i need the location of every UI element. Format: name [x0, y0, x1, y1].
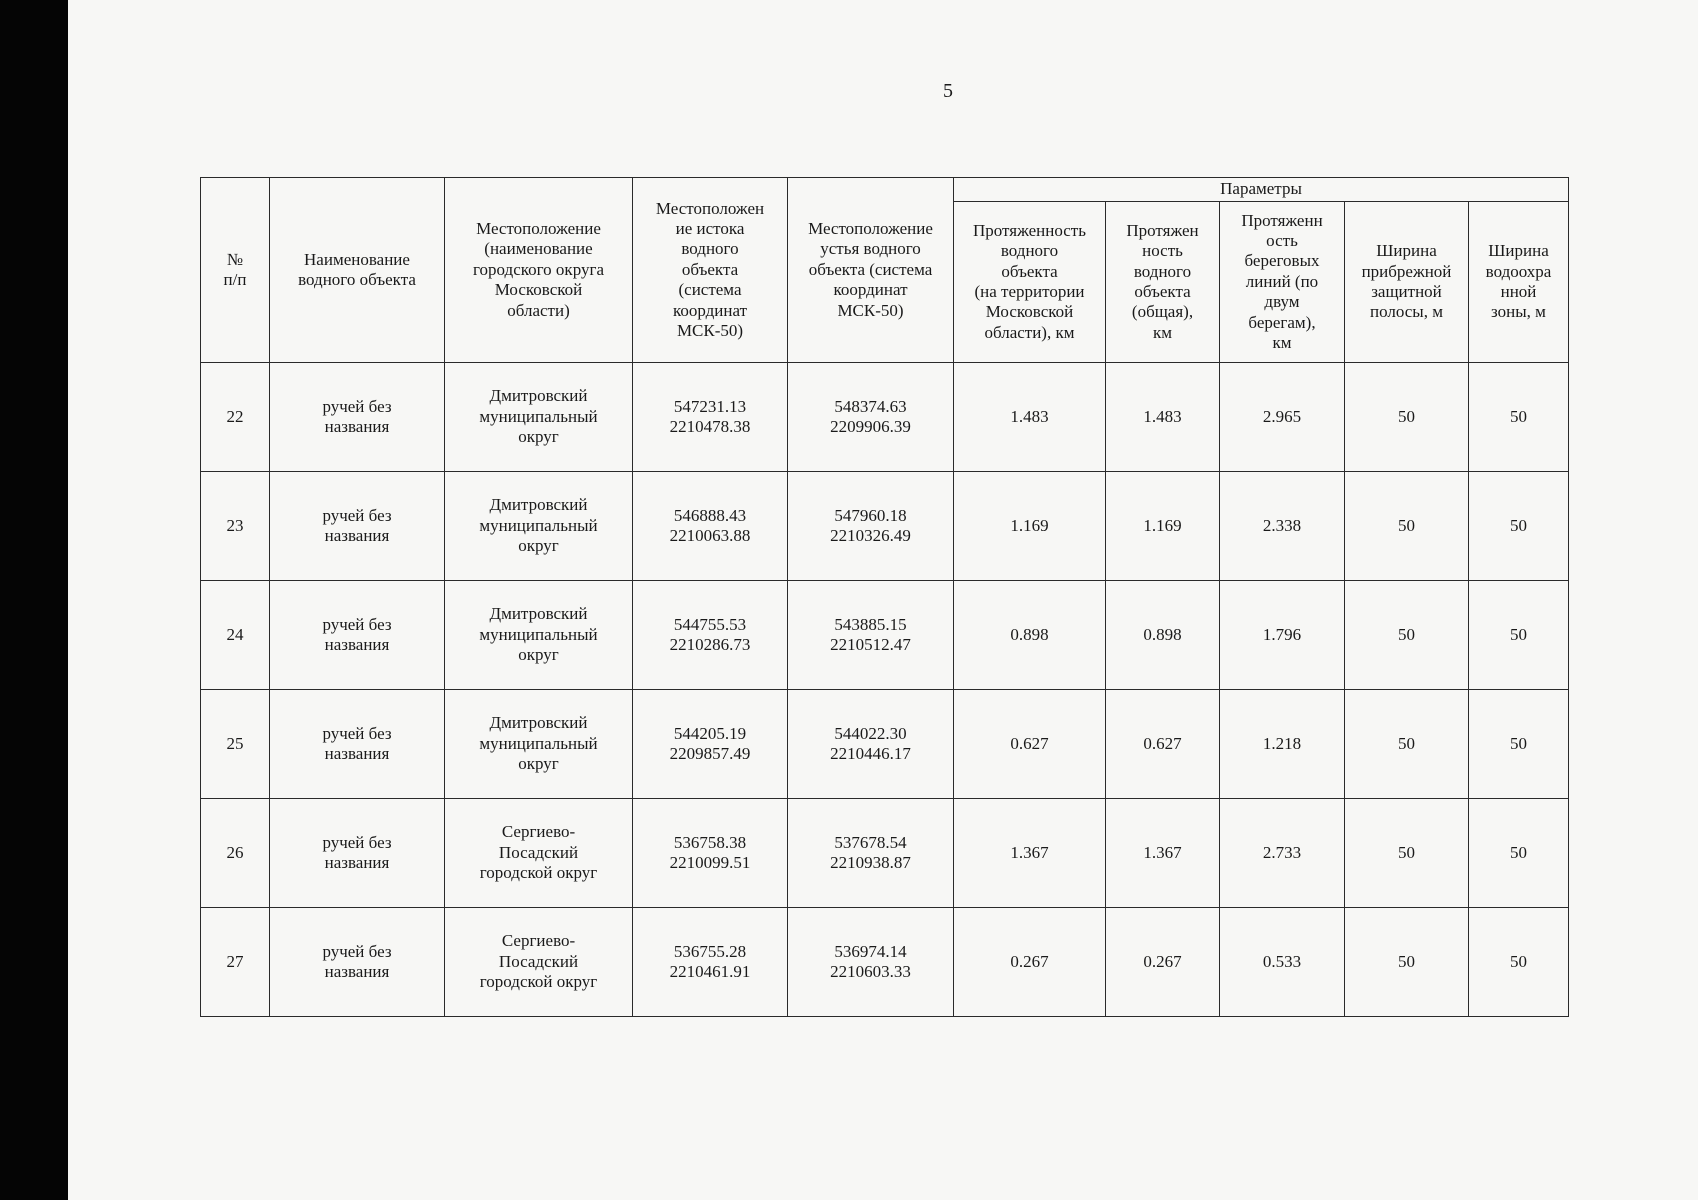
source-coordinates-cell: [633, 472, 788, 581]
mouth-coordinates-cell: [788, 581, 954, 690]
header-col-0: [201, 178, 270, 363]
water-object-name-cell: [270, 363, 445, 472]
cell-line: 2210603.33: [830, 962, 911, 981]
header-col-7: [1220, 202, 1345, 363]
cell-line: (наименование: [484, 239, 593, 259]
header-col-5: [954, 202, 1106, 363]
water-protection-zone-width-cell: 50: [1469, 799, 1569, 908]
cell-line: названия: [324, 635, 390, 654]
cell-line: водного: [681, 239, 739, 259]
cell-line: Местоположение: [476, 219, 601, 239]
length-total-cell: 0.267: [1106, 908, 1220, 1017]
cell-line: Местоположен: [655, 198, 765, 218]
length-total-cell: 1.169: [1106, 472, 1220, 581]
cell-line: объекта: [1134, 282, 1191, 301]
length-region-cell: 0.627: [954, 690, 1106, 799]
cell-line: (система: [678, 280, 742, 300]
row-number-cell: 23: [201, 472, 270, 581]
cell-line: ручей без: [322, 832, 392, 852]
cell-line: Сергиево-: [501, 931, 576, 951]
cell-line: водного объекта: [298, 270, 416, 289]
water-protection-zone-width-cell: 50: [1469, 472, 1569, 581]
cell-line: 543885.15: [834, 614, 907, 634]
table-body: [201, 363, 1569, 1017]
cell-line: 2210063.88: [669, 526, 751, 545]
mouth-coordinates-cell: [788, 472, 954, 581]
cell-line: Ширина: [1488, 241, 1549, 261]
cell-line: Протяженн: [1241, 210, 1323, 230]
cell-line: водоохра: [1485, 261, 1552, 281]
cell-line: ручей без: [322, 505, 392, 525]
cell-line: Дмитровский: [489, 495, 588, 515]
cell-line: области), км: [984, 322, 1075, 342]
location-cell: [445, 581, 633, 690]
cell-line: 2210099.51: [669, 853, 751, 872]
cell-line: км: [1152, 322, 1173, 342]
length-region-cell: 1.169: [954, 472, 1106, 581]
cell-line: Посадский: [498, 951, 579, 971]
cell-line: Местоположение: [808, 219, 933, 239]
water-protection-zone-width-cell: 50: [1469, 581, 1569, 690]
page-number: 5: [943, 80, 953, 102]
cell-line: Дмитровский: [489, 386, 588, 406]
cell-line: муниципальный: [479, 733, 598, 753]
source-coordinates-cell: [633, 799, 788, 908]
cell-line: (на территории: [974, 282, 1085, 301]
cell-line: 547960.18: [834, 505, 907, 525]
header-col-1: [270, 178, 445, 363]
table-row: [201, 363, 1569, 472]
cell-line: названия: [324, 962, 390, 981]
shoreline-length-cell: 0.533: [1220, 908, 1345, 1017]
cell-line: берегам),: [1248, 312, 1316, 332]
cell-line: 547231.13: [673, 396, 747, 416]
cell-line: 536755.28: [673, 941, 747, 961]
cell-line: городского округа: [472, 259, 604, 279]
water-protection-zone-width-cell: 50: [1469, 908, 1569, 1017]
cell-line: нной: [1500, 282, 1537, 301]
cell-line: округ: [518, 754, 559, 774]
mouth-coordinates-cell: [788, 799, 954, 908]
protective-strip-width-cell: 50: [1345, 581, 1469, 690]
shoreline-length-cell: 1.796: [1220, 581, 1345, 690]
cell-line: Ширина: [1376, 241, 1437, 261]
length-total-cell: 0.627: [1106, 690, 1220, 799]
cell-line: названия: [324, 526, 390, 545]
cell-line: №: [226, 249, 244, 269]
parameters-group-header: Параметры: [954, 178, 1569, 202]
cell-line: ручей без: [322, 614, 392, 634]
cell-line: названия: [324, 744, 390, 763]
shoreline-length-cell: 2.338: [1220, 472, 1345, 581]
cell-line: 537678.54: [834, 832, 907, 852]
table-group-header-row: [201, 178, 1569, 202]
cell-line: 2210512.47: [830, 635, 911, 654]
location-cell: [445, 799, 633, 908]
header-col-8: [1345, 202, 1469, 363]
cell-line: округ: [518, 536, 559, 556]
cell-line: МСК-50): [837, 300, 904, 320]
cell-line: 544022.30: [834, 723, 907, 743]
cell-line: линий (по: [1245, 271, 1319, 291]
location-cell: [445, 363, 633, 472]
cell-line: области): [507, 300, 570, 320]
cell-line: 2210286.73: [669, 635, 751, 654]
source-coordinates-cell: [633, 908, 788, 1017]
mouth-coordinates-cell: [788, 690, 954, 799]
cell-line: Протяженность: [973, 220, 1086, 240]
row-number-cell: 27: [201, 908, 270, 1017]
water-protection-zone-width-cell: 50: [1469, 363, 1569, 472]
protective-strip-width-cell: 50: [1345, 472, 1469, 581]
row-number-cell: 25: [201, 690, 270, 799]
length-total-cell: 0.898: [1106, 581, 1220, 690]
cell-line: объекта: [1001, 261, 1058, 281]
source-coordinates-cell: [633, 581, 788, 690]
mouth-coordinates-cell: [788, 363, 954, 472]
length-region-cell: 0.267: [954, 908, 1106, 1017]
shoreline-length-cell: 2.733: [1220, 799, 1345, 908]
table-row: [201, 799, 1569, 908]
length-region-cell: 1.483: [954, 363, 1106, 472]
water-object-name-cell: [270, 799, 445, 908]
cell-line: зоны, м: [1491, 302, 1546, 322]
cell-line: 544205.19: [673, 723, 747, 743]
cell-line: муниципальный: [479, 406, 598, 426]
cell-line: Дмитровский: [489, 604, 588, 624]
table-row: [201, 908, 1569, 1017]
row-number-cell: 26: [201, 799, 270, 908]
cell-line: координат: [833, 280, 908, 300]
cell-line: Наименование: [304, 249, 410, 269]
protective-strip-width-cell: 50: [1345, 908, 1469, 1017]
cell-line: км: [1272, 332, 1292, 352]
length-total-cell: 1.367: [1106, 799, 1220, 908]
cell-line: водного: [1000, 241, 1059, 261]
cell-line: округ: [518, 645, 559, 665]
cell-line: п/п: [223, 270, 247, 289]
cell-line: городской округ: [479, 972, 598, 992]
water-protection-zone-width-cell: 50: [1469, 690, 1569, 799]
cell-line: объекта (система: [808, 259, 933, 279]
cell-line: городской округ: [479, 863, 598, 883]
cell-line: водного: [1133, 261, 1192, 281]
water-objects-table: [200, 177, 1569, 1017]
location-cell: [445, 690, 633, 799]
cell-line: объекта: [681, 259, 739, 279]
cell-line: 2209906.39: [830, 417, 911, 436]
row-number-cell: 22: [201, 363, 270, 472]
source-coordinates-cell: [633, 363, 788, 472]
protective-strip-width-cell: 50: [1345, 363, 1469, 472]
cell-line: 2210938.87: [830, 853, 911, 872]
cell-line: двум: [1264, 292, 1300, 312]
scan-black-edge: [0, 0, 68, 1200]
cell-line: Протяжен: [1126, 220, 1199, 240]
cell-line: 2210478.38: [669, 417, 751, 436]
cell-line: ручей без: [322, 723, 392, 743]
cell-line: 546888.43: [673, 505, 747, 525]
protective-strip-width-cell: 50: [1345, 799, 1469, 908]
cell-line: Посадский: [498, 842, 579, 862]
cell-line: береговых: [1244, 251, 1320, 271]
cell-line: защитной: [1371, 282, 1442, 301]
cell-line: ие истока: [675, 219, 745, 239]
length-region-cell: 0.898: [954, 581, 1106, 690]
header-col-3: [633, 178, 788, 363]
cell-line: ность: [1142, 241, 1183, 261]
source-coordinates-cell: [633, 690, 788, 799]
cell-line: 536758.38: [673, 832, 747, 852]
header-col-9: [1469, 202, 1569, 363]
table-row: [201, 581, 1569, 690]
water-object-name-cell: [270, 690, 445, 799]
cell-line: названия: [324, 417, 390, 436]
cell-line: округ: [518, 427, 559, 447]
header-col-4: [788, 178, 954, 363]
table-row: [201, 472, 1569, 581]
cell-line: координат: [672, 300, 748, 320]
cell-line: названия: [324, 853, 390, 872]
cell-line: ручей без: [322, 396, 392, 416]
cell-line: ость: [1266, 231, 1298, 251]
water-object-name-cell: [270, 472, 445, 581]
water-object-name-cell: [270, 908, 445, 1017]
row-number-cell: 24: [201, 581, 270, 690]
cell-line: Московской: [985, 302, 1074, 322]
cell-line: 2210446.17: [830, 744, 911, 763]
mouth-coordinates-cell: [788, 908, 954, 1017]
cell-line: муниципальный: [479, 515, 598, 535]
cell-line: 536974.14: [834, 941, 907, 961]
length-region-cell: 1.367: [954, 799, 1106, 908]
table-row: [201, 690, 1569, 799]
header-col-2: [445, 178, 633, 363]
cell-line: 2209857.49: [669, 744, 751, 763]
cell-line: 548374.63: [834, 396, 907, 416]
location-cell: [445, 908, 633, 1017]
header-col-6: [1106, 202, 1220, 363]
cell-line: прибрежной: [1361, 261, 1452, 281]
cell-line: МСК-50): [676, 320, 744, 340]
cell-line: 544755.53: [673, 614, 747, 634]
shoreline-length-cell: 1.218: [1220, 690, 1345, 799]
cell-line: 2210326.49: [830, 526, 911, 545]
location-cell: [445, 472, 633, 581]
cell-line: 2210461.91: [669, 962, 751, 981]
shoreline-length-cell: 2.965: [1220, 363, 1345, 472]
water-object-name-cell: [270, 581, 445, 690]
cell-line: Сергиево-: [501, 822, 576, 842]
cell-line: (общая),: [1131, 302, 1194, 322]
cell-line: ручей без: [322, 941, 392, 961]
cell-line: муниципальный: [479, 624, 598, 644]
cell-line: устья водного: [820, 239, 921, 259]
length-total-cell: 1.483: [1106, 363, 1220, 472]
cell-line: полосы, м: [1369, 302, 1443, 322]
protective-strip-width-cell: 50: [1345, 690, 1469, 799]
cell-line: Дмитровский: [489, 713, 588, 733]
cell-line: Московской: [494, 280, 583, 300]
